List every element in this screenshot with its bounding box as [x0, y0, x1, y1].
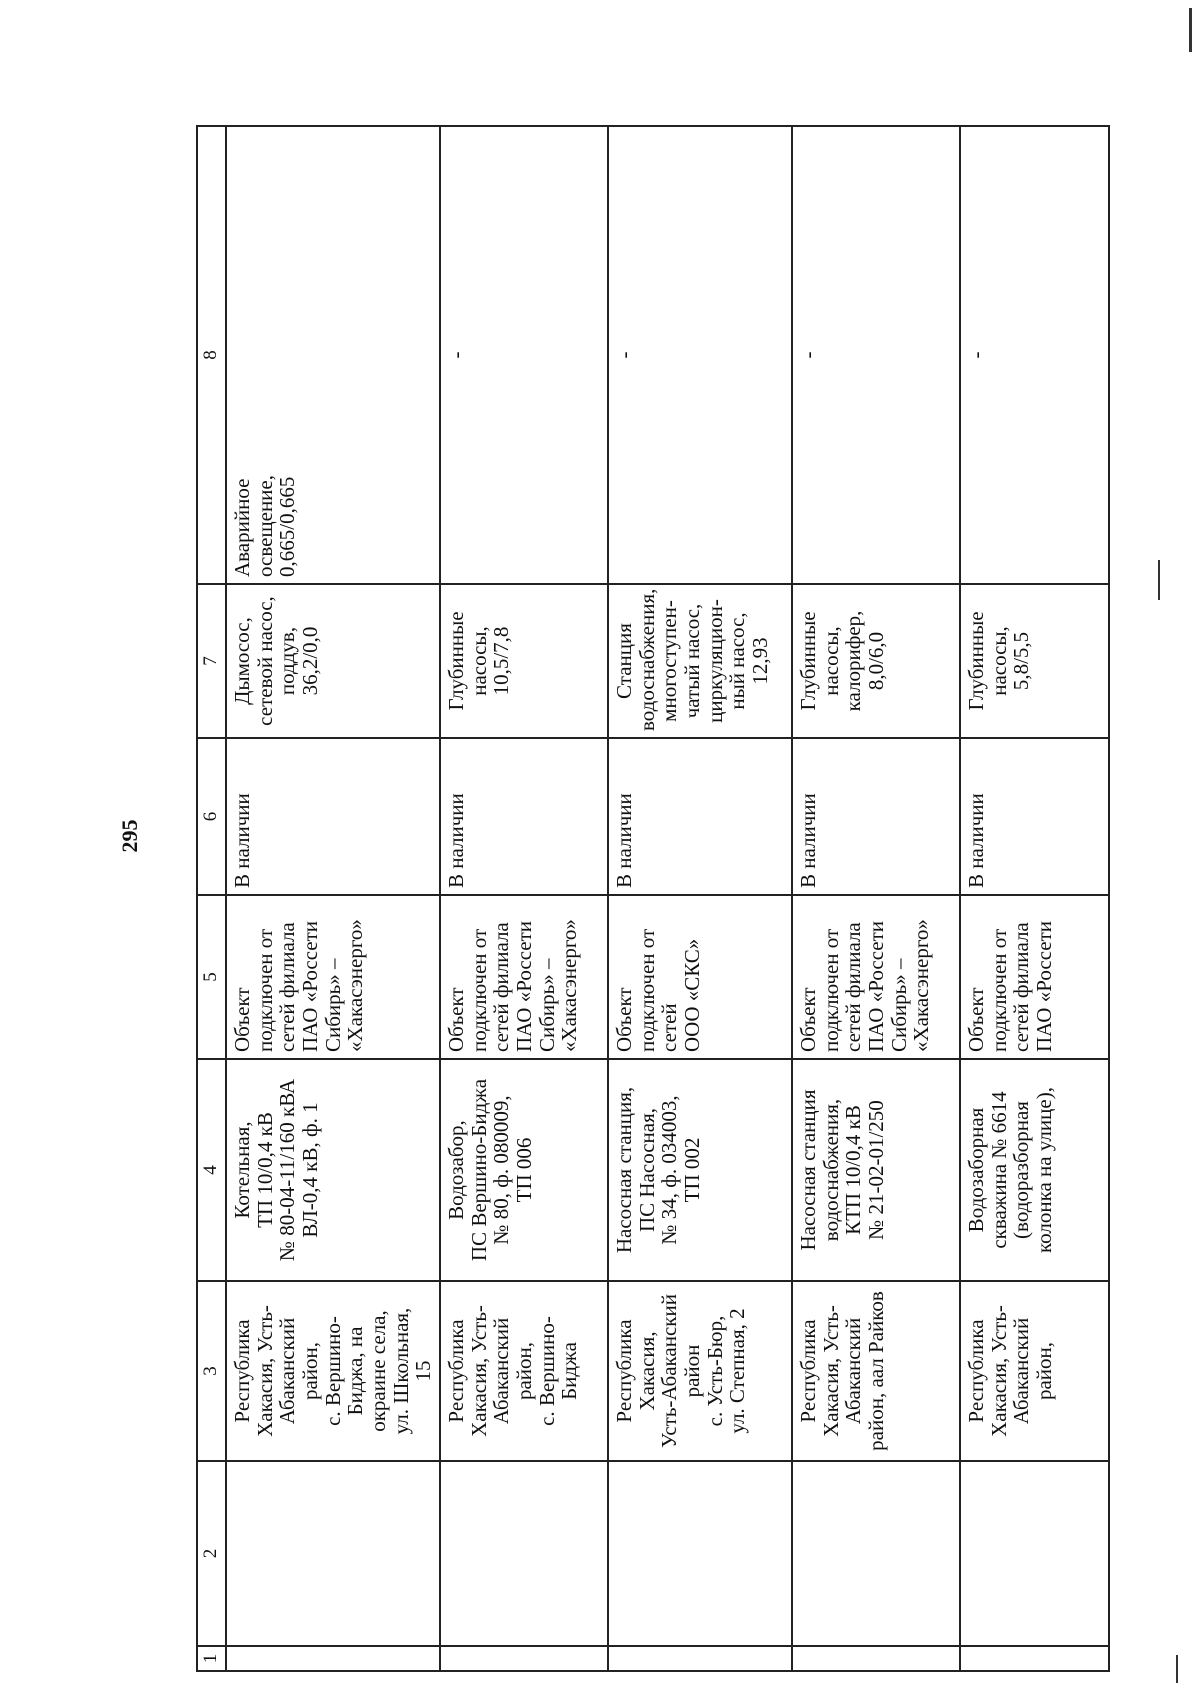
cell-number [226, 1646, 440, 1671]
cell-emergency: Аварийное освещение, 0,665/0,665 [226, 126, 440, 584]
cell-connection: Объект подключен от сетей филиала ПАО «Россети Сибирь» – «Хакасэнерго» [440, 895, 608, 1059]
cell-address: Республика Хакасия, Усть- Абаканский район, аал Райков [792, 1281, 960, 1461]
cell-availability: В наличии [608, 738, 792, 895]
cell-emergency: - [792, 126, 960, 584]
cell-equipment: Глубинные насосы, 5,8/5,5 [960, 584, 1109, 738]
scan-edge-mark [1158, 560, 1160, 600]
cell-availability: В наличии [440, 738, 608, 895]
cell-substation: Котельная, ТП 10/0,4 кВ № 80-04-11/160 кВА ВЛ-0,4 кВ, ф. 1 [226, 1059, 440, 1281]
table-row [226, 126, 440, 1671]
cell-name [226, 1461, 440, 1646]
table-row [792, 126, 960, 1671]
page-number: 295 [117, 819, 142, 853]
table-row [960, 126, 1109, 1671]
cell-substation: Насосная станция, ПС Насосная, № 34, ф. 034003, ТП 002 [608, 1059, 792, 1281]
cell-substation: Насосная станция водоснабжения, КТП 10/0,4 кВ № 21-02-01/250 [792, 1059, 960, 1281]
column-number-row [197, 126, 226, 1671]
cell-address: Республика Хакасия, Усть- Абаканский район, с. Вершино- Биджа [440, 1281, 608, 1461]
cell-name [960, 1461, 1109, 1646]
cell-number [608, 1646, 792, 1671]
cell-equipment: Дымосос, сетевой насос, поддув, 36,2/0,0 [226, 584, 440, 738]
column-number: 6 [197, 738, 226, 895]
cell-availability: В наличии [792, 738, 960, 895]
cell-connection: Объект подключен от сетей филиала ПАО «Россети Сибирь» – «Хакасэнерго» [226, 895, 440, 1059]
column-number: 4 [197, 1059, 226, 1281]
cell-name [440, 1461, 608, 1646]
cell-emergency: - [440, 126, 608, 584]
cell-emergency: - [960, 126, 1109, 584]
cell-name [792, 1461, 960, 1646]
cell-number [960, 1646, 1109, 1671]
cell-connection: Объект подключен от сетей ООО «СКС» [608, 895, 792, 1059]
scan-edge-mark [1176, 1655, 1178, 1683]
column-number: 2 [197, 1461, 226, 1646]
rotated-table-wrapper [196, 127, 1110, 1672]
data-table [196, 125, 1110, 1672]
column-number: 1 [197, 1646, 226, 1671]
table-row [440, 126, 608, 1671]
column-number: 5 [197, 895, 226, 1059]
cell-address: Республика Хакасия, Усть-Абаканский район с. Усть-Бюр, ул. Степная, 2 [608, 1281, 792, 1461]
cell-connection: Объект подключен от сетей филиала ПАО «Россети Сибирь» – «Хакасэнерго» [792, 895, 960, 1059]
table-row [608, 126, 792, 1671]
cell-number [792, 1646, 960, 1671]
cell-name [608, 1461, 792, 1646]
cell-address: Республика Хакасия, Усть- Абаканский район, с. Вершино- Биджа, на окраине села, ул. Школьная, 15 [226, 1281, 440, 1461]
cell-equipment: Глубинные насосы, 10,5/7,8 [440, 584, 608, 738]
cell-connection: Объект подключен от сетей филиала ПАО «Россети [960, 895, 1109, 1059]
column-number: 8 [197, 126, 226, 584]
cell-equipment: Станция водоснабжения, многоступен- чатый насос, циркуляцион- ный насос, 12,93 [608, 584, 792, 738]
cell-emergency: - [608, 126, 792, 584]
cell-substation: Водозабор, ПС Вершино-Биджа № 80, ф. 080009, ТП 006 [440, 1059, 608, 1281]
cell-availability: В наличии [960, 738, 1109, 895]
scan-edge-mark [1189, 8, 1192, 52]
cell-address: Республика Хакасия, Усть- Абаканский район, [960, 1281, 1109, 1461]
cell-substation: Водозаборная скважина № 6614 (водоразборная колонка на улице), [960, 1059, 1109, 1281]
cell-availability: В наличии [226, 738, 440, 895]
cell-equipment: Глубинные насосы, калорифер, 8,0/6,0 [792, 584, 960, 738]
cell-number [440, 1646, 608, 1671]
column-number: 3 [197, 1281, 226, 1461]
column-number: 7 [197, 584, 226, 738]
